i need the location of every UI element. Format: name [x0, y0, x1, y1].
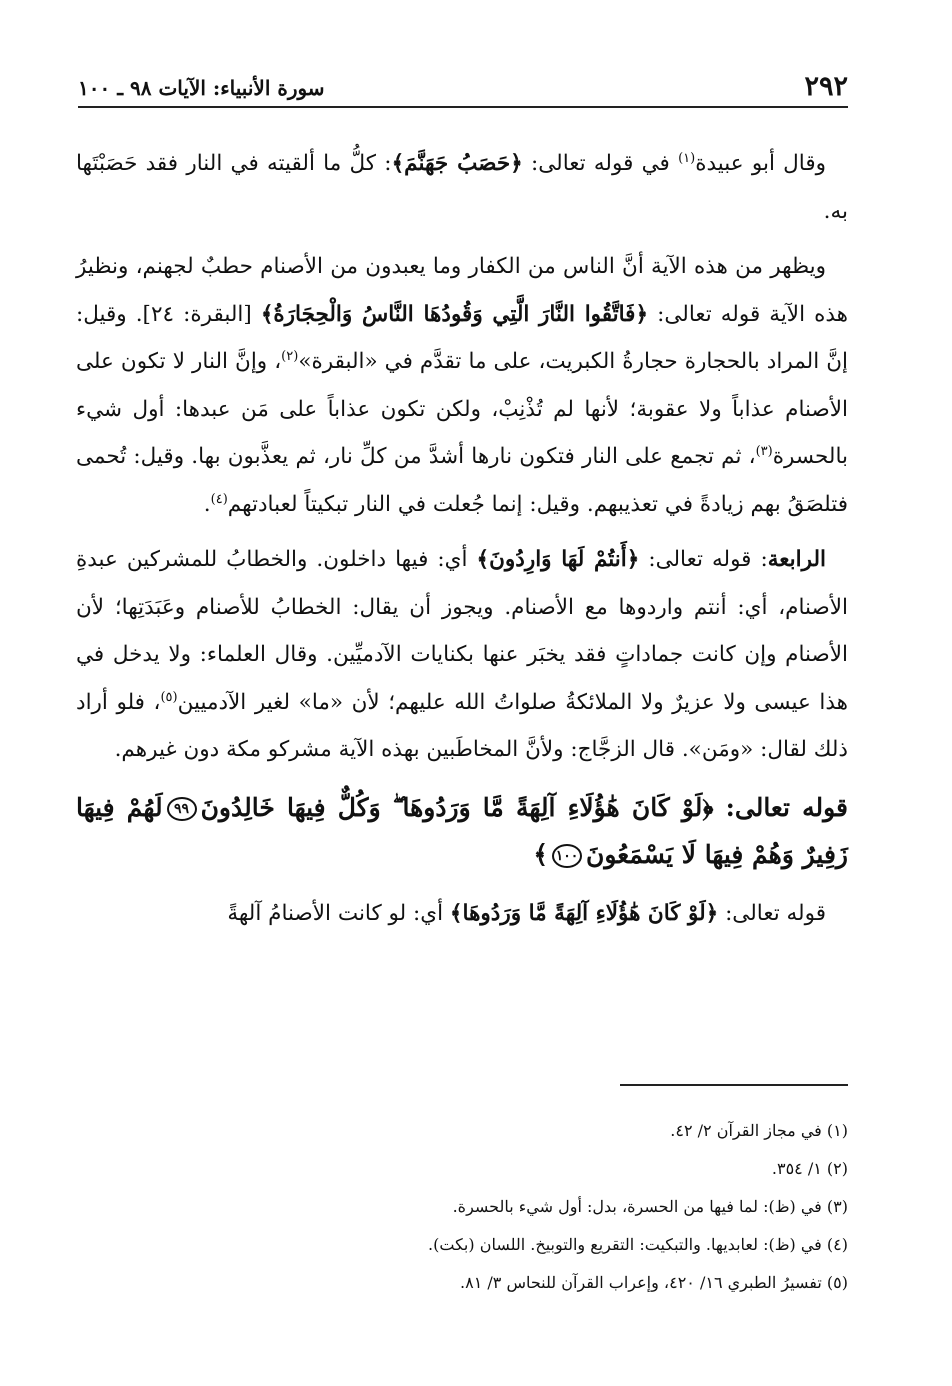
text: ويظهر من هذه الآية أنَّ الناس من الكفار وما يعبدون من الأصنام حطبٌ لجهنم، ونظيرُ هذه الآية قوله تعالى:	[76, 254, 848, 327]
footnote-ref-5: (٥)	[160, 689, 178, 705]
page-body	[76, 140, 848, 937]
text: أي: لو كانت الأصنامُ آلهةً	[227, 900, 450, 926]
quran-quote: ﴿لَوْ كَانَ هَٰؤُلَاءِ آلِهَةً مَّا وَرَدُوهَا﴾	[449, 900, 719, 926]
footnote-ref-4: (٤)	[210, 491, 228, 507]
page-header	[78, 66, 848, 108]
verse-text: لَهُمْ فِيهَا زَفِيرٌ وَهُمْ فِيهَا لَا يَسْمَعُونَ	[76, 792, 848, 869]
verse-block	[76, 784, 848, 878]
quran-quote: ﴿فَاتَّقُوا النَّارَ الَّتِي وَقُودُهَا النَّاسُ وَالْحِجَارَةُ﴾	[260, 301, 649, 327]
text: [البقرة: ٢٤]. وقيل: إنَّ المراد بالحجارة حجارةُ الكبريت، على ما تقدَّم في «البقرة»	[76, 301, 848, 374]
quran-quote: ﴿حَصَبُ جَهَنَّمَ﴾	[391, 151, 523, 176]
paragraph-fourth-issue	[76, 536, 848, 774]
text: .	[203, 491, 211, 517]
text: أي: فيها داخلون. والخطابُ للمشركين عبدةِ الأصنام، أي: أنتم واردوها مع الأصنام. ويجوز أن يقال: الخطابُ للأصنام وعَبَدَتِها؛ لأن الأصنام وإن كانت جماداتٍ فقد يخبَر عنها بكنايات الآدميِّين. وقال العلماء: ولا يدخل في هذا عيسى ولا عزيرٌ ولا الملائكةُ صلواتُ الله عليهم؛ لأن «ما» لغير الآدميين	[76, 547, 848, 715]
footnote: (٢) ١/ ٣٥٤.	[771, 1159, 848, 1178]
issue-label: الرابعة	[767, 547, 826, 572]
paragraph-commentary	[76, 890, 848, 938]
footnote: (٣) في (ظ): لما فيها من الحسرة، بدل: أول شيء بالحسرة.	[452, 1197, 848, 1216]
footnote-ref-2: (٢)	[281, 348, 299, 364]
text: في قوله تعالى:	[522, 151, 679, 176]
footnote-ref-1: (١)	[678, 150, 696, 166]
text: ، فلو أراد ذلك لقال: «ومَن». قال الزجَّاج: ولأنَّ المخاطَبين بهذه الآية مشركو مكة دون غيرهم.	[76, 689, 848, 762]
quran-quote: ﴿أَنتُمْ لَهَا وَارِدُونَ﴾	[476, 547, 640, 572]
footnote-divider	[620, 1084, 848, 1086]
footnote: (٥) تفسيرُ الطبري ١٦/ ٤٢٠، وإعراب القرآن للنحاس ٣/ ٨١.	[460, 1273, 848, 1292]
footnote-ref-3: (٣)	[755, 443, 773, 459]
paragraph-abu-ubayda	[76, 140, 848, 235]
text: : كلُّ ما ألقيته في النار فقد حَصَبْتَها به.	[76, 151, 848, 224]
footnotes	[76, 1112, 848, 1302]
footnote: (١) في مجاز القرآن ٢/ ٤٢.	[670, 1121, 848, 1140]
verse-intro: قوله تعالى:	[713, 792, 848, 822]
page-number: ٢٩٢	[804, 71, 848, 102]
text: وقال أبو عبيدة	[695, 151, 827, 176]
text: ، وإنَّ النار لا تكون على الأصنام عذاباً ولا عقوبة؛ لأنها لم تُذْنِبْ، ولكن تكون عذاباً على مَن عبدها: أول شيء بالحسرة	[76, 349, 848, 469]
aya-number-marker: ٩٩	[167, 797, 197, 821]
verse-text: ﴿لَوْ كَانَ هَٰؤُلَاءِ آلِهَةً مَّا وَرَدُوهَا ۖ وَكُلٌّ فِيهَا خَالِدُونَ	[200, 792, 714, 822]
verse-close: ﴾	[533, 839, 548, 869]
text: ، ثم تجمع على النار فتكون نارها أشدَّ من كلِّ نار، ثم يعذَّبون بها. وقيل: تُحمى فتلصَقُ بهم زيادةً في تعذيبهم. وقيل: إنما جُعلت في النار تبكيتاً لعبادتهم	[76, 444, 848, 517]
aya-number-marker: ١٠٠	[552, 844, 582, 868]
text: قوله تعالى:	[718, 900, 826, 926]
text: : قوله تعالى:	[639, 547, 768, 572]
paragraph-fuel-of-hell	[76, 243, 848, 528]
running-title: سورة الأنبياء: الآيات ٩٨ ـ ١٠٠	[78, 76, 325, 100]
footnote: (٤) في (ظ): لعابديها. والتبكيت: التقريع والتوبيخ. اللسان (بكت).	[428, 1235, 848, 1254]
